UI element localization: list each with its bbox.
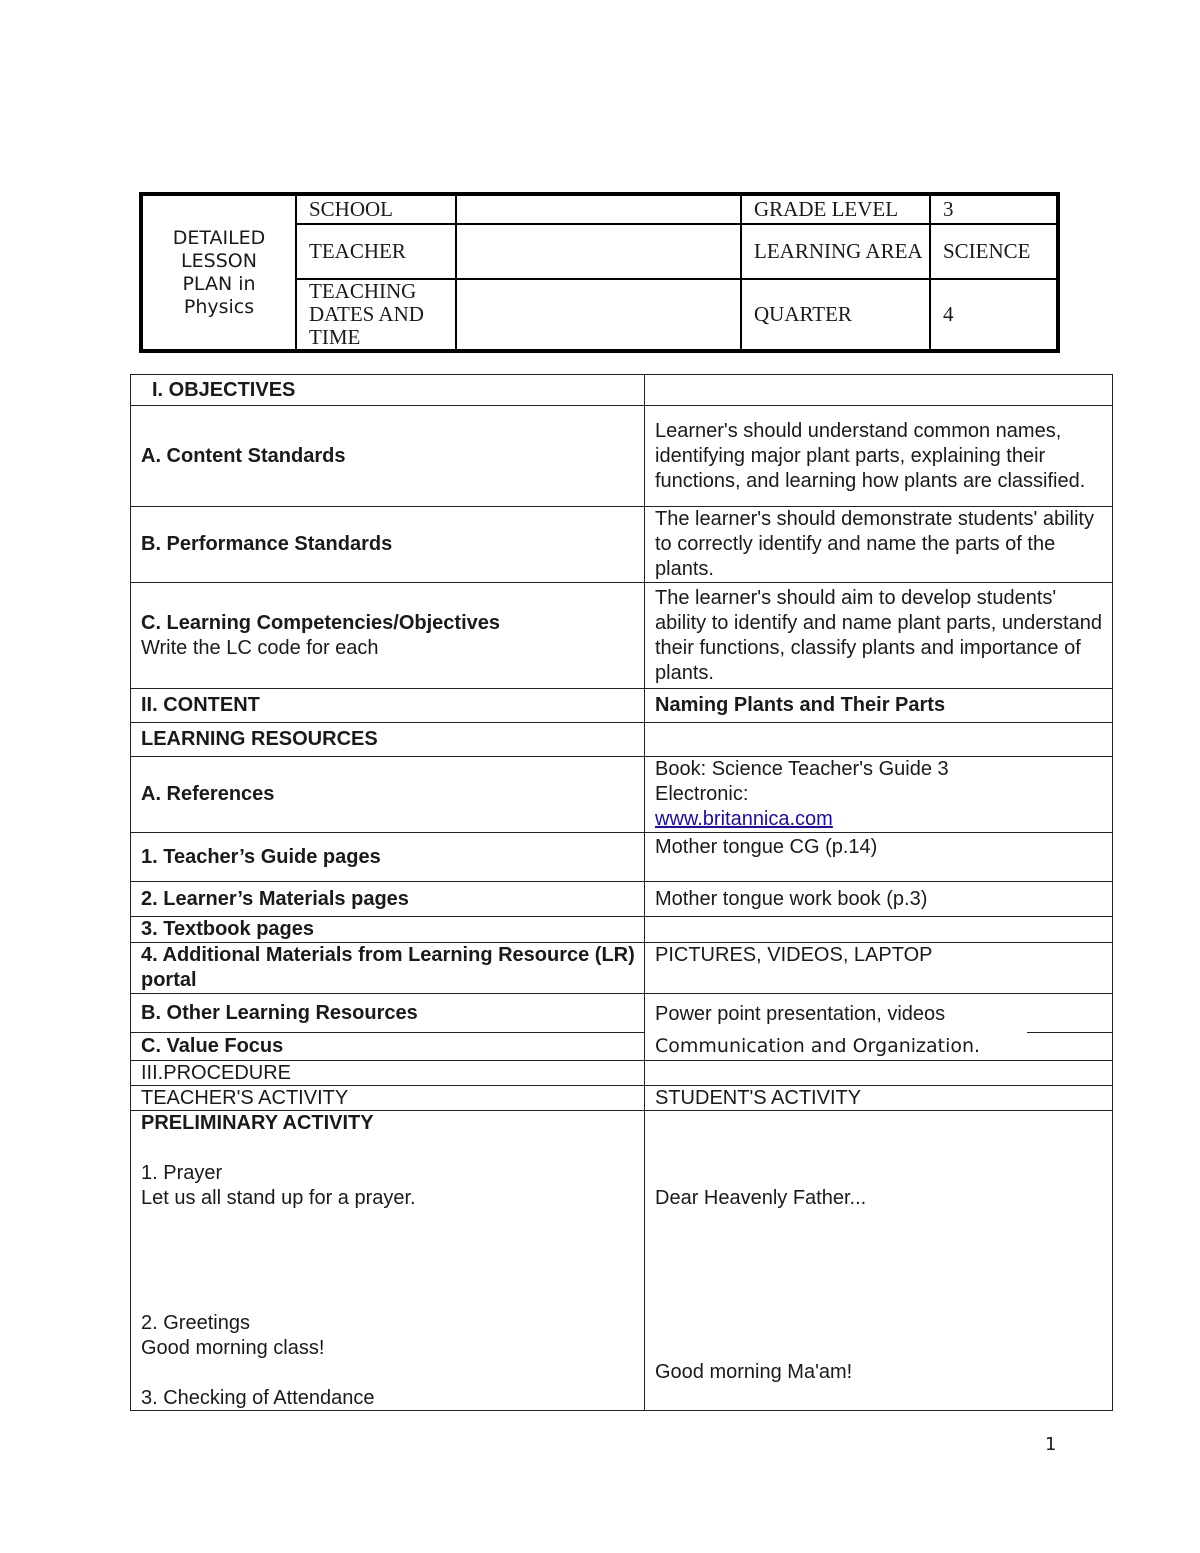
- performance-standards-label: B. Performance Standards: [141, 533, 393, 555]
- additional-materials-value: PICTURES, VIDEOS, LAPTOP: [655, 944, 933, 966]
- teacher-activity-header: TEACHER'S ACTIVITY: [141, 1086, 349, 1109]
- learning-area-label: LEARNING AREA: [754, 239, 923, 263]
- references-book: Book: Science Teacher's Guide 3: [655, 758, 949, 780]
- teachers-guide-label: 1. Teacher’s Guide pages: [141, 845, 381, 868]
- learners-materials-label: 2. Learner’s Materials pages: [141, 887, 409, 910]
- greetings-label: 2. Greetings: [141, 1312, 250, 1334]
- prayer-student-text: Dear Heavenly Father...: [655, 1187, 867, 1209]
- quarter-value: 4: [943, 302, 954, 326]
- prayer-teacher-text: Let us all stand up for a prayer.: [141, 1187, 416, 1209]
- teachers-guide-value: Mother tongue CG (p.14): [655, 836, 878, 858]
- content-standards-value: Learner's should understand common names, identifying major plant parts, explaining their functions, and learning how plants are classified.: [655, 419, 1086, 492]
- prayer-label: 1. Prayer: [141, 1162, 223, 1184]
- competencies-value: The learner's should aim to develop students' ability to identify and name plant parts, understand their functions, classify plants and importance of plants.: [655, 586, 1102, 684]
- references-cell: [644, 757, 1112, 832]
- student-activity-header: STUDENT'S ACTIVITY: [655, 1086, 862, 1109]
- teaching-dates-field[interactable]: [457, 280, 740, 349]
- teaching-dates-label: TEACHING DATES AND TIME: [309, 279, 424, 349]
- learning-resources-heading: LEARNING RESOURCES: [141, 728, 378, 750]
- grade-level-label: GRADE LEVEL: [754, 197, 899, 221]
- other-resources-value: Power point presentation, videos: [655, 1002, 946, 1025]
- lesson-plan-main-table: [130, 374, 1113, 1411]
- title-line: LESSON: [181, 249, 257, 272]
- title-line: PLAN in: [182, 272, 256, 295]
- competencies-subtext: Write the LC code for each: [141, 636, 379, 659]
- competencies-cell: [130, 583, 644, 688]
- page-number: 1: [1045, 1434, 1057, 1455]
- other-resources-label: B. Other Learning Resources: [141, 1001, 418, 1024]
- value-focus-label: C. Value Focus: [141, 1035, 284, 1057]
- references-electronic: Electronic:: [655, 783, 749, 805]
- quarter-label: QUARTER: [754, 302, 852, 326]
- additional-materials-label: 4. Additional Materials from Learning Resource (LR) portal: [141, 944, 635, 991]
- textbook-label: 3. Textbook pages: [141, 918, 315, 940]
- textbook-value: [644, 917, 1112, 942]
- learners-materials-value: Mother tongue work book (p.3): [655, 887, 928, 910]
- learning-area-value: SCIENCE: [943, 239, 1031, 263]
- school-label: SCHOOL: [309, 197, 394, 221]
- greetings-student-text: Good morning Ma'am!: [655, 1361, 853, 1383]
- procedure-heading: III.PROCEDURE: [141, 1061, 292, 1084]
- table-border: [1112, 374, 1113, 1411]
- attendance-label: 3. Checking of Attendance: [141, 1387, 375, 1409]
- content-heading: II. CONTENT: [141, 694, 260, 716]
- teacher-activity-cell: [141, 1111, 636, 1411]
- lesson-plan-header-table: [139, 192, 1060, 353]
- school-field[interactable]: [457, 196, 740, 223]
- content-standards-label: A. Content Standards: [141, 444, 346, 467]
- title-line: DETAILED: [172, 226, 266, 249]
- preliminary-heading: PRELIMINARY ACTIVITY: [141, 1112, 374, 1134]
- britannica-link[interactable]: www.britannica.com: [655, 808, 833, 830]
- teacher-field[interactable]: [457, 225, 740, 278]
- teacher-label: TEACHER: [309, 239, 406, 263]
- content-value: Naming Plants and Their Parts: [655, 694, 946, 716]
- value-focus-value: Communication and Organization.: [655, 1035, 981, 1057]
- greetings-teacher-text: Good morning class!: [141, 1337, 325, 1359]
- competencies-label: C. Learning Competencies/Objectives: [141, 611, 500, 634]
- lesson-plan-title: [143, 196, 295, 349]
- performance-standards-value: The learner's should demonstrate students' ability to correctly identify and name the parts of the plants.: [655, 508, 1094, 580]
- references-label: A. References: [141, 783, 275, 805]
- title-line: Physics: [183, 295, 255, 318]
- objectives-heading: I. OBJECTIVES: [152, 378, 296, 401]
- grade-level-value: 3: [943, 197, 954, 221]
